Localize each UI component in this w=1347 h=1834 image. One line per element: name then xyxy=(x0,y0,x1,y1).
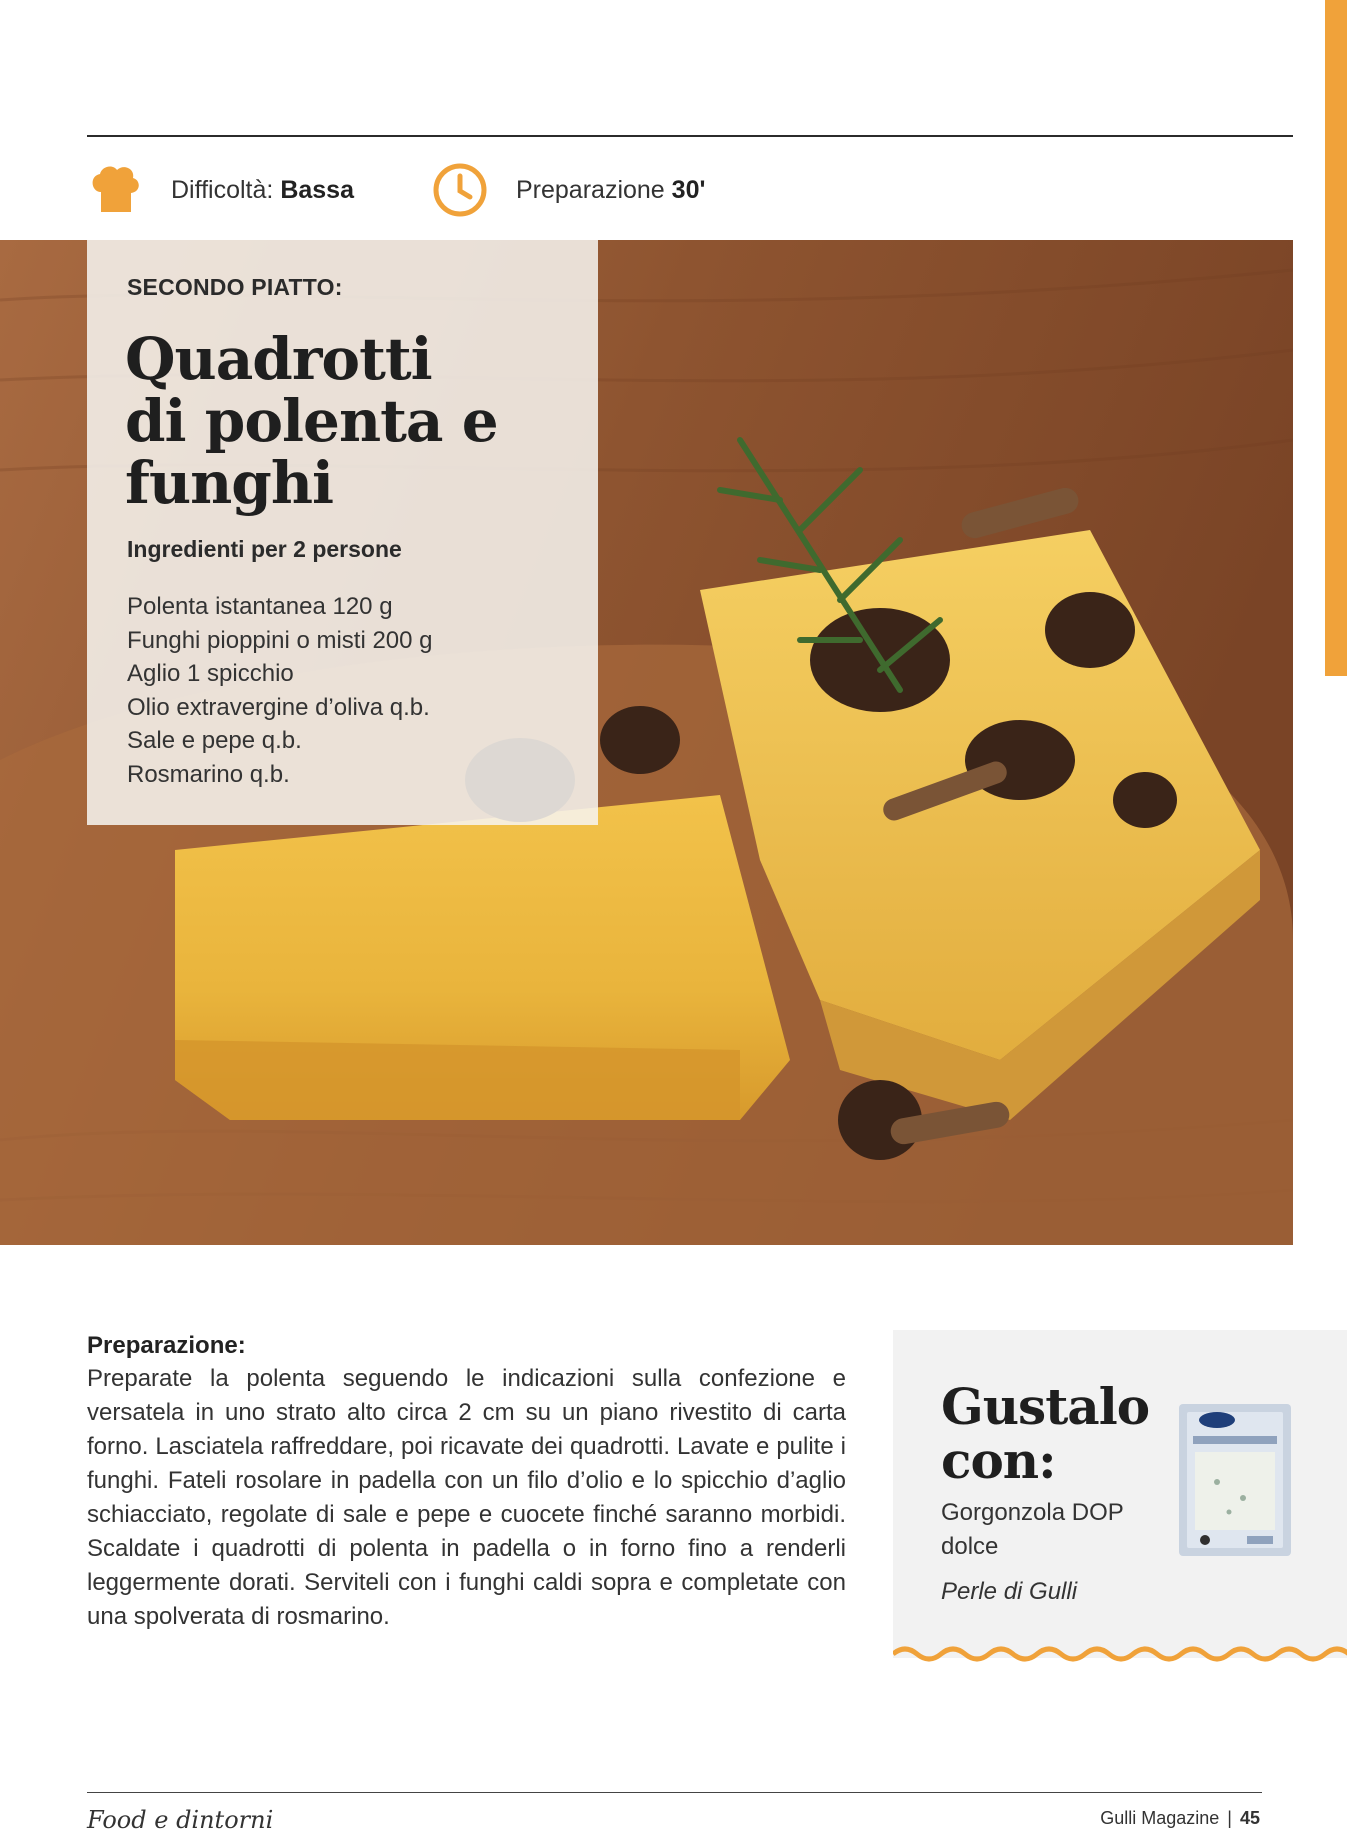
pairing-title xyxy=(941,1377,1150,1490)
prep-value: 30' xyxy=(671,175,706,204)
ingredient-item: Rosmarino q.b. xyxy=(127,760,290,788)
gorgonzola-package-image xyxy=(1177,1402,1293,1558)
ingredient-item: Funghi pioppini o misti 200 g xyxy=(127,626,433,654)
footer-separator: | xyxy=(1227,1808,1232,1828)
clock-icon xyxy=(432,162,488,218)
pairing-product-line: dolce xyxy=(941,1533,999,1560)
footer-section-name: Food e dintorni xyxy=(87,1806,274,1834)
recipe-title-line: di polenta e xyxy=(125,387,498,455)
ingredient-item: Sale e pepe q.b. xyxy=(127,727,302,754)
preparation-section xyxy=(87,1332,846,1634)
pairing-product xyxy=(941,1496,1161,1564)
ingredients-list xyxy=(127,590,433,791)
pairing-title-line: con: xyxy=(941,1431,1056,1490)
recipe-category: SECONDO PIATTO: xyxy=(127,274,343,300)
pairing-box xyxy=(893,1330,1347,1658)
recipe-title-line: Quadrotti xyxy=(125,325,432,393)
pairing-brand: Perle di Gulli xyxy=(941,1578,1078,1605)
top-divider xyxy=(87,135,1293,137)
pairing-title-line: Gustalo xyxy=(941,1377,1150,1436)
footer-magazine: Gulli Magazine xyxy=(1100,1808,1220,1828)
ingredient-item: Polenta istantanea 120 g xyxy=(127,593,393,620)
prep-time-info xyxy=(432,160,705,220)
ingredient-item: Olio extravergine d’oliva q.b. xyxy=(127,693,430,721)
recipe-title xyxy=(125,325,565,517)
preparation-text: Preparate la polenta seguendo le indicazioni sulla confezione e versatela in uno strato alto circa 2 cm su un piano rivestito di carta forno. Lasciatela raffreddare, poi ricavate dei quadrotti. Lavate e pulite i funghi. Fateli rosolare in padella con un filo d’olio e lo spicchio d’aglio schiacciato, regolate di sale e pepe e cuocete finché saranno morbidi. Scaldate i quadrotti di polenta in padella o in forno fino a renderli leggermente dorati. Serviteli con i funghi caldi sopra e completate con una spolverata di rosmarino. xyxy=(87,1365,846,1630)
servings-heading: Ingredienti per 2 persone xyxy=(127,536,402,562)
pairing-product-line: Gorgonzola DOP xyxy=(941,1499,1124,1526)
chef-hat-icon xyxy=(87,162,143,218)
prep-label: Preparazione xyxy=(516,175,665,204)
ingredients-card xyxy=(87,240,598,825)
difficulty-info xyxy=(87,160,354,220)
page-number: 45 xyxy=(1239,1808,1260,1828)
difficulty-label: Difficoltà: xyxy=(171,175,274,204)
footer-divider xyxy=(87,1792,1262,1793)
recipe-title-line: funghi xyxy=(125,449,334,517)
wave-divider xyxy=(893,1644,1347,1664)
ingredient-item: Aglio 1 spicchio xyxy=(127,660,294,687)
side-accent-tab xyxy=(1325,0,1347,676)
difficulty-value: Bassa xyxy=(280,175,354,204)
footer-page-info xyxy=(1100,1808,1260,1829)
preparation-heading: Preparazione: xyxy=(87,1332,246,1359)
